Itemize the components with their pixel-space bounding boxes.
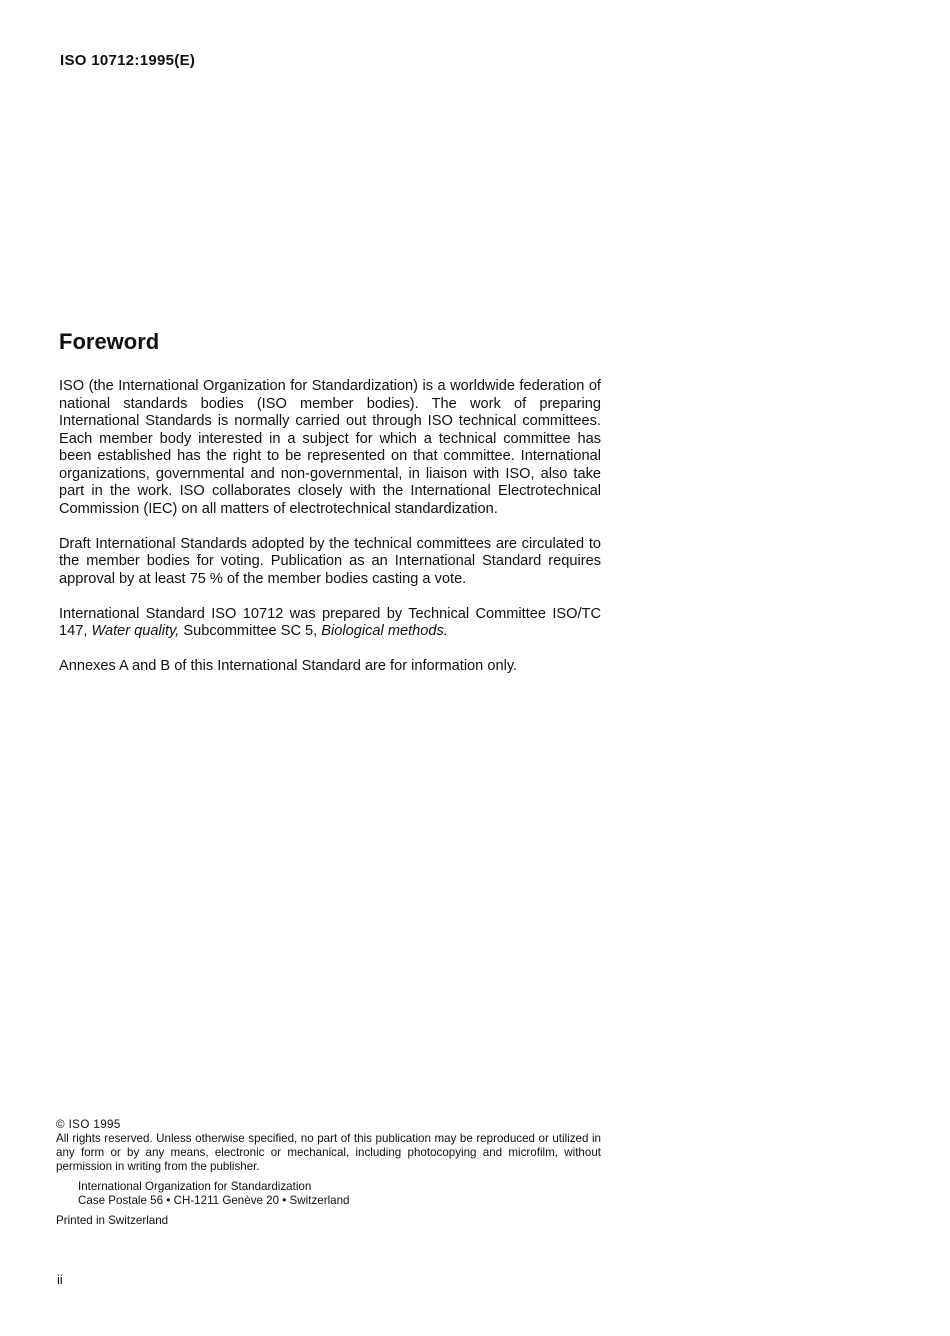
- foreword-body: [59, 378, 601, 693]
- document-id: ISO 10712:1995(E): [60, 52, 196, 69]
- copyright-block: [56, 1118, 601, 1228]
- foreword-paragraph-4: Annexes A and B of this International Standard are for information only.: [59, 658, 518, 674]
- publisher-name: International Organization for Standardization: [78, 1180, 312, 1193]
- publisher-address: [78, 1180, 601, 1208]
- paragraph-3-text-a: International Standard ISO 10712 was prepared by Technical Committee ISO/TC 147,: [59, 605, 601, 639]
- paragraph-3-text-b: Subcommittee SC 5,: [179, 623, 322, 639]
- foreword-paragraph-2: Draft International Standards adopted by the technical committees are circulated to the member bodies for voting. Publication as an International Standard requires approval by at least 75 % of the member bodies casting a vote.: [59, 535, 601, 587]
- committee-title: Water quality,: [91, 623, 180, 639]
- copyright-line: © ISO 1995: [56, 1118, 121, 1131]
- rights-statement: All rights reserved. Unless otherwise specified, no part of this publication may be reproduced or utilized in any form or by any means, electronic or mechanical, including photocopying and microfilm, without permission in writing from the publisher.: [56, 1132, 601, 1173]
- publisher-postal-address: Case Postale 56 • CH-1211 Genève 20 • Switzerland: [78, 1194, 350, 1207]
- foreword-paragraph-1: ISO (the International Organization for Standardization) is a worldwide federation of national standards bodies (ISO member bodies). The work of preparing International Standards is normally carried out through ISO technical committees. Each member body interested in a subject for which a technical committee has been established has the right to be represented on that committee. International organizations, governmental and non-governmental, in liaison with ISO, also take part in the work. ISO collaborates closely with the International Electrotechnical Commission (IEC) on all matters of electrotechnical standardization.: [59, 378, 601, 517]
- subcommittee-title: Biological methods.: [321, 623, 448, 639]
- foreword-heading: Foreword: [59, 329, 160, 354]
- page-number: ii: [57, 1272, 63, 1287]
- foreword-paragraph-3: [59, 606, 601, 641]
- printed-in: Printed in Switzerland: [56, 1214, 169, 1227]
